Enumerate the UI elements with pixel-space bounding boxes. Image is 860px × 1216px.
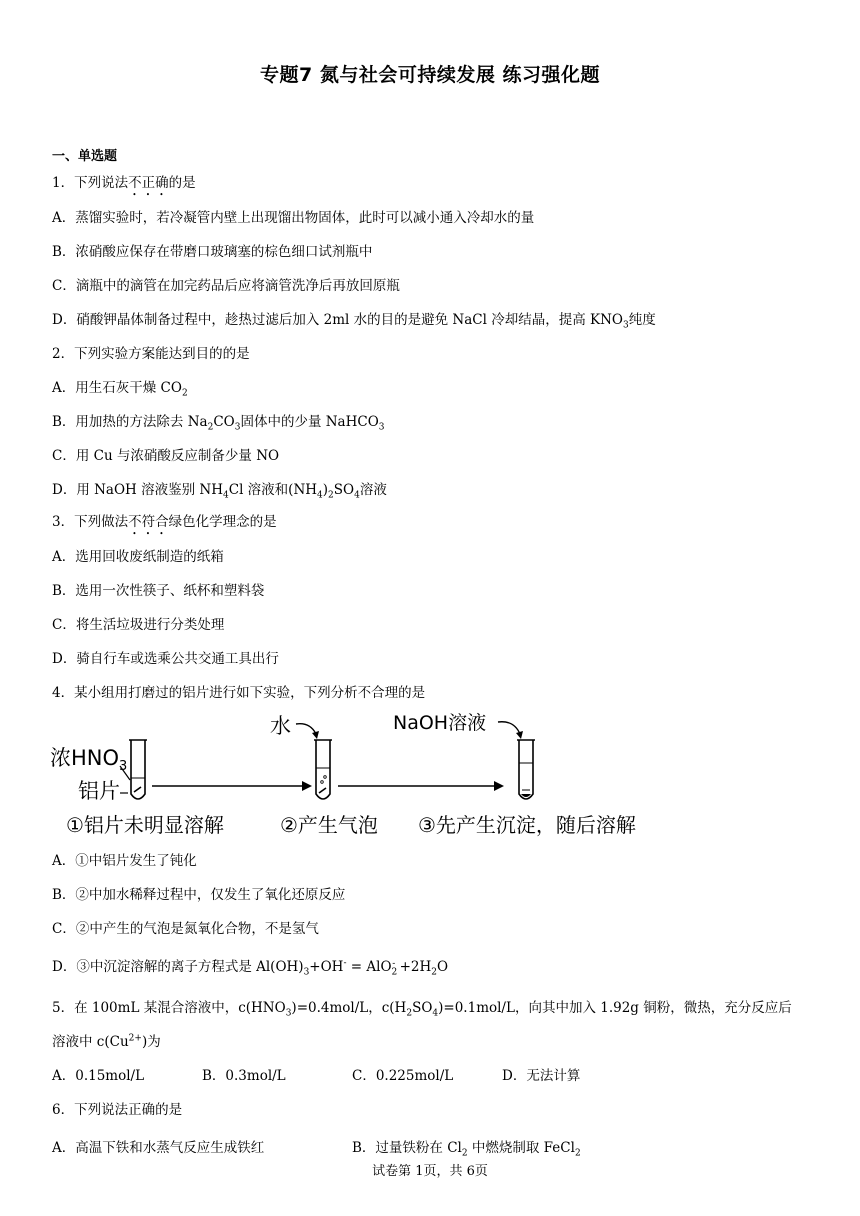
- q5-option-d: D．无法计算: [502, 1068, 581, 1084]
- q6-option-b: B．过量铁粉在 $Cl_2$ 中燃烧制取 FeCl$_2$: [352, 1140, 581, 1159]
- q2-option-c: C．用 Cu 与浓硝酸反应制备少量 NO: [52, 448, 280, 464]
- reagent-label-al: 铝片: [78, 779, 120, 803]
- q5-option-c: C．0.225mol/L: [352, 1068, 454, 1084]
- page-footer: 试卷第 1页，共 6页: [372, 1164, 488, 1179]
- q3-option-b: B．选用一次性筷子、纸杯和塑料袋: [52, 583, 265, 599]
- experiment-diagram: [48, 708, 668, 843]
- q2-option-d: D．用 NaOH 溶液鉴别 $NH_4Cl$ 溶液和$(NH_4)_2SO_4$溶液: [52, 482, 387, 501]
- add-naoh-label: NaOH溶液: [393, 712, 487, 734]
- emphasis-text: 不正确: [128, 175, 169, 191]
- section-heading: 一、单选题: [52, 149, 118, 164]
- q5-options: [52, 1064, 580, 1084]
- curved-arrow-3: [498, 722, 520, 734]
- q2-option-a: A．用生石灰干燥 $CO_2$: [52, 380, 188, 399]
- test-tube-1: [129, 740, 147, 799]
- test-tube-2: [314, 740, 332, 799]
- add-water-label: 水: [270, 714, 291, 738]
- q1-option-d: D．硝酸钾晶体制备过程中，趁热过滤后加入 2ml 水的目的是避免 NaCl 冷却结晶，提高 $KNO_3$纯度: [52, 312, 656, 331]
- q4-option-d: D．③中沉淀溶解的离子方程式是 $Al(OH)_3+OH^- = AlO_2^- +2H_2O$: [52, 958, 449, 978]
- q5-option-b: B．0.3mol/L: [202, 1068, 286, 1084]
- page-title: 专题7 氮与社会可持续发展 练习强化题: [260, 64, 600, 86]
- q4-option-a: A．①中铝片发生了钝化: [52, 853, 197, 869]
- q4-stem: 4．某小组用打磨过的铝片进行如下实验，下列分析不合理的是: [52, 685, 426, 701]
- q5-option-a: A．0.15mol/L: [52, 1068, 145, 1084]
- q3-stem: 3．下列做法不符合绿色化学理念的是: [52, 514, 277, 530]
- test-tube-3: [517, 740, 535, 799]
- observation-3: ③先产生沉淀，随后溶解: [418, 813, 636, 837]
- q4-option-c: C．②中产生的气泡是氮氧化合物，不是氢气: [52, 921, 319, 937]
- q1-option-b: B．浓硝酸应保存在带磨口玻璃塞的棕色细口试剂瓶中: [52, 244, 373, 260]
- q1-option-c: C．滴瓶中的滴管在加完药品后应将滴管洗净后再放回原瓶: [52, 278, 400, 294]
- q6-options: [52, 1136, 581, 1159]
- emphasis-text: 不符合: [128, 514, 169, 530]
- q3-option-d: D．骑自行车或选乘公共交通工具出行: [52, 651, 279, 667]
- curved-arrow-2: [296, 724, 316, 734]
- q2-option-b: B．用加热的方法除去 $Na_2CO_3$固体中的少量 NaHCO$_3$: [52, 414, 385, 433]
- q3-option-c: C．将生活垃圾进行分类处理: [52, 617, 225, 633]
- q1-option-a: A．蒸馏实验时，若冷凝管内壁上出现馏出物固体，此时可以减小通入冷却水的量: [52, 210, 535, 226]
- q1-stem: 1．下列说法不正确的是: [52, 175, 196, 191]
- observation-2: ②产生气泡: [280, 813, 378, 837]
- q6-stem: 6．下列说法正确的是: [52, 1102, 183, 1118]
- q5-stem-line2: 溶液中 $c(Cu^{2+})$为: [52, 1033, 161, 1050]
- q3-option-a: A．选用回收废纸制造的纸箱: [52, 549, 224, 565]
- q2-stem: 2．下列实验方案能达到目的的是: [52, 346, 250, 362]
- reagent-label-hno3: 浓$HNO_3$: [50, 746, 128, 774]
- observation-1: ①铝片未明显溶解: [66, 813, 224, 837]
- q5-stem-line1: 5．在 100mL 某混合溶液中，$c(HNO_3)=0.4mol/L$，$c(H_2SO_4)=0.1mol/L$，向其中加入 1.92g 铜粉，微热，充分反应后: [52, 1000, 792, 1019]
- arrow-1-head: [302, 781, 312, 791]
- q6-option-a: A．高温下铁和水蒸气反应生成铁红: [52, 1140, 265, 1156]
- q4-option-b: B．②中加水稀释过程中，仅发生了氧化还原反应: [52, 887, 346, 903]
- arrow-2-head: [494, 781, 504, 791]
